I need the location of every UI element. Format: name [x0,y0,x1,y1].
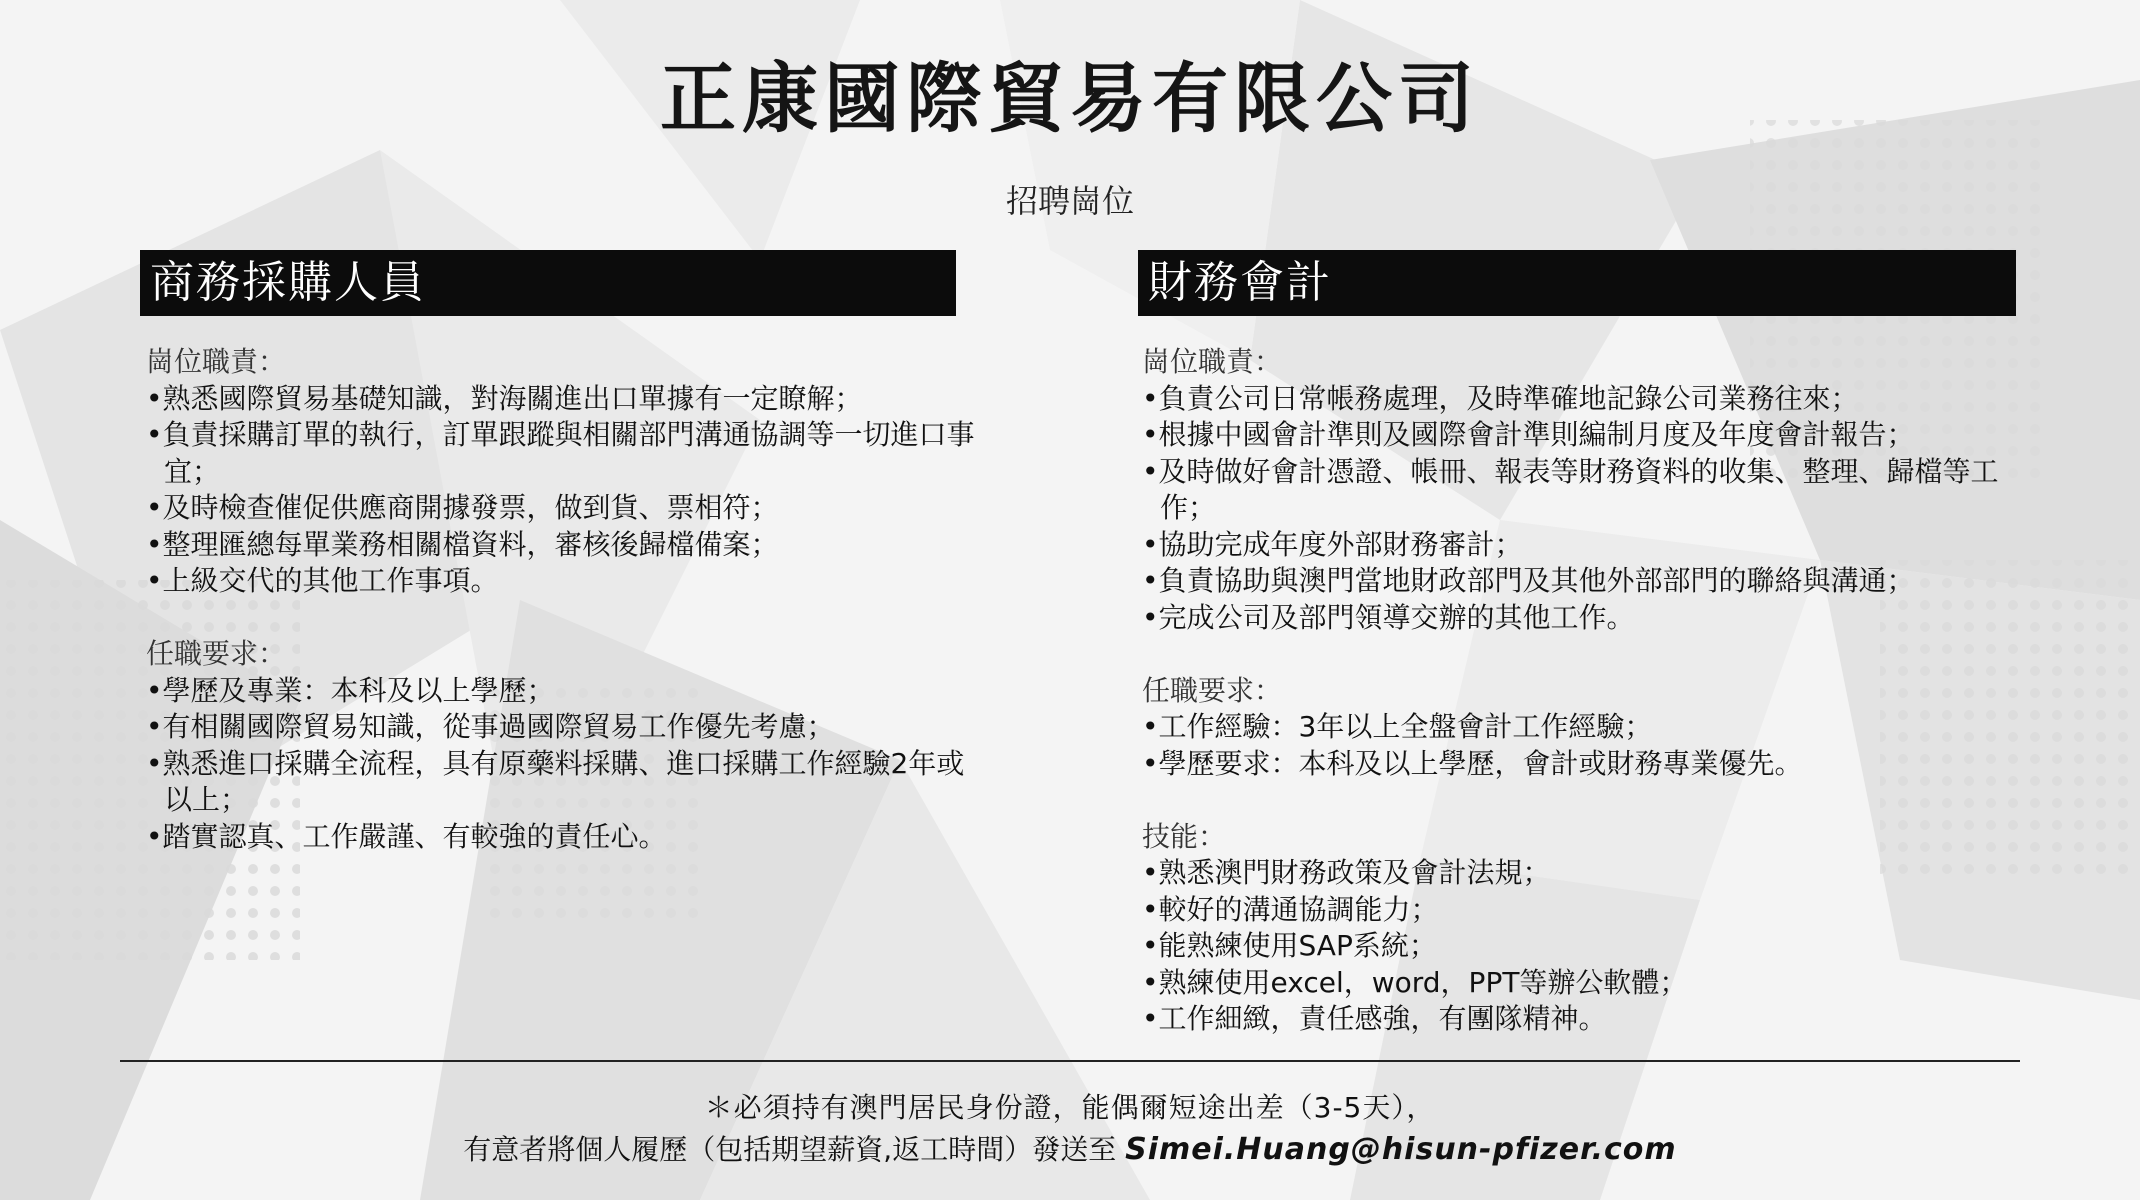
list-item-text: 學歷及專業：本科及以上學歷； [162,673,555,707]
bullet-icon: • [146,491,163,524]
contact-email-link[interactable]: Simei.Huang@hisun-pfizer.com [1125,1132,1677,1167]
requirements-label: 任職要求： [1142,673,1283,707]
list-item-text: 熟悉國際貿易基礎知識，對海關進出口單據有一定瞭解； [162,381,863,415]
list-item [1142,746,2042,783]
bullet-icon: • [1142,710,1159,743]
list-item [1142,454,2042,527]
list-item [146,527,976,564]
bullet-icon: • [1142,856,1159,889]
list-item [146,417,976,490]
job-title-purchasing: 商務採購人員 [140,250,956,316]
bullet-icon: • [146,564,163,597]
job-details-accounting [1142,344,2042,1038]
list-item [1142,928,2042,965]
list-item [1142,965,2042,1002]
bullet-icon: • [1142,454,1159,488]
bullet-icon: • [1142,564,1159,597]
list-item-text: 負責採購訂單的執行，訂單跟蹤與相關部門溝通協調等一切進口事宜； [162,418,975,488]
bullet-icon: • [146,710,163,743]
bullet-icon: • [1142,381,1159,415]
list-item-text: 熟悉澳門財務政策及會計法規； [1158,856,1551,889]
list-item-text: 能熟練使用SAP系統； [1158,929,1437,962]
list-item [1142,381,2042,418]
list-item-text: 工作經驗：3年以上全盤會計工作經驗； [1158,710,1653,743]
list-item [1142,600,2042,637]
skills-label: 技能： [1142,819,1227,853]
job-title-accounting: 財務會計 [1138,250,2016,316]
list-item [146,563,976,600]
requirements-label: 任職要求： [146,637,287,670]
bullet-icon: • [1142,965,1159,999]
bullet-icon: • [1142,892,1159,926]
list-item [146,746,976,819]
bullet-icon: • [1142,418,1159,451]
list-item-text: 上級交代的其他工作事項。 [162,564,499,597]
recruitment-positions-label: 招聘崗位 [1005,182,1134,220]
list-item-text: 協助完成年度外部財務審計； [1158,527,1523,561]
requirements-list [146,673,976,856]
list-item [1142,709,2042,746]
company-title: 正康國際貿易有限公司 [660,54,1480,143]
list-item [146,709,976,746]
bullet-icon: • [146,819,163,853]
duties-label: 崗位職責： [146,345,287,378]
list-item-text: 負責協助與澳門當地財政部門及其他外部部門的聯絡與溝通； [1158,564,1915,597]
duties-list [1142,381,2042,637]
requirements-list [1142,709,2042,782]
list-item-text: 較好的溝通協調能力； [1158,892,1439,926]
list-item-text: 及時檢查催促供應商開據發票，做到貨、票相符； [162,491,779,524]
skills-list [1142,855,2042,1038]
list-item [1142,417,2042,454]
list-item [146,381,976,418]
apply-text: 有意者將個人履歷（包括期望薪資,返工時間）發送至 [463,1133,1117,1166]
footer-divider [120,1060,2020,1062]
list-item-text: 有相關國際貿易知識，從事過國際貿易工作優先考慮； [162,710,835,743]
list-item-text: 學歷要求：本科及以上學歷，會計或財務專業優先。 [1158,746,1803,780]
list-item-text: 負責公司日常帳務處理，及時準確地記錄公司業務往來； [1158,381,1859,415]
bullet-icon: • [146,527,163,561]
job-details-purchasing [146,344,976,855]
footer-note: ＊必須持有澳門居民身份證，能偶爾短途出差（3-5天）， [704,1091,1436,1124]
list-item-text: 熟練使用excel，word，PPT等辦公軟體； [1158,965,1688,999]
list-item-text: 完成公司及部門領導交辦的其他工作。 [1158,600,1635,634]
list-item [146,819,976,856]
bullet-icon: • [1142,1002,1159,1035]
list-item-text: 根據中國會計準則及國際會計準則編制月度及年度會計報告； [1158,418,1915,451]
application-instructions [0,1128,2140,1168]
list-item [146,490,976,527]
bullet-icon: • [1142,929,1159,962]
list-item [1142,855,2042,892]
list-item [1142,892,2042,929]
list-item-text: 踏實認真、工作嚴謹、有較強的責任心。 [162,819,667,853]
duties-label: 崗位職責： [1142,345,1283,378]
bullet-icon: • [146,673,163,707]
list-item-text: 及時做好會計憑證、帳冊、報表等財務資料的收集、整理、歸檔等工作； [1158,454,1999,524]
list-item-text: 熟悉進口採購全流程，具有原藥料採購、進口採購工作經驗2年或以上； [162,746,965,816]
bullet-icon: • [1142,746,1159,780]
bullet-icon: • [146,746,163,780]
list-item [1142,563,2042,600]
bullet-icon: • [146,418,163,451]
list-item [1142,527,2042,564]
list-item-text: 整理匯總每單業務相關檔資料，審核後歸檔備案； [162,527,779,561]
list-item [146,673,976,710]
duties-list [146,381,976,600]
bullet-icon: • [1142,527,1159,561]
bullet-icon: • [1142,600,1159,634]
bullet-icon: • [146,381,163,415]
list-item-text: 工作細緻，責任感強，有團隊精神。 [1158,1002,1607,1035]
list-item [1142,1001,2042,1038]
